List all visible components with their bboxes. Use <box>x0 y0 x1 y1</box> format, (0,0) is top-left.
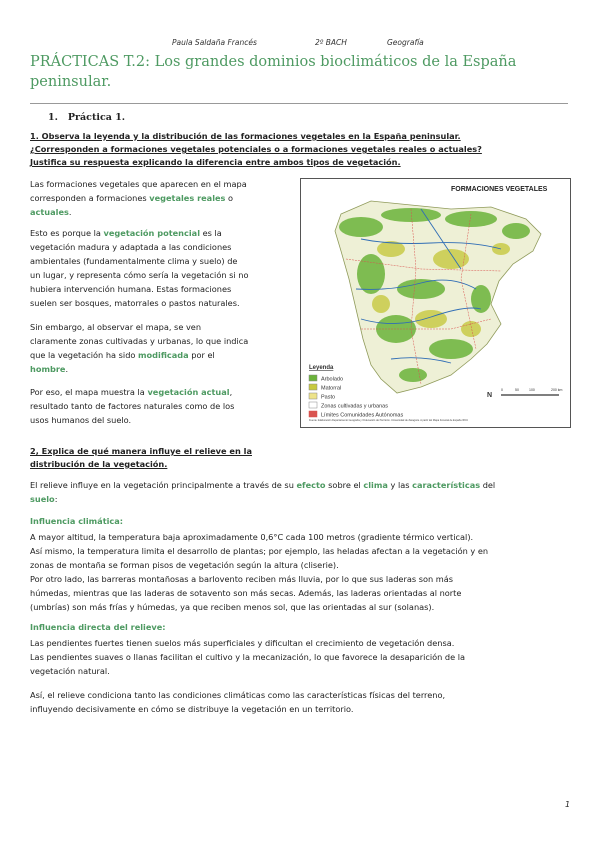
section-heading <box>48 112 125 123</box>
text-span: : <box>54 494 58 504</box>
answer-1-paragraph-2 <box>30 226 295 310</box>
legend-swatch <box>309 375 317 381</box>
answer-1-paragraph-1 <box>30 177 295 219</box>
text-line: A mayor altitud, la temperatura baja aproximadamente 0,6°C cada 100 metros (gradiente térmico vertical). <box>30 532 474 542</box>
text-span: que la vegetación ha sido <box>30 350 139 360</box>
page-number: 1 <box>565 800 571 809</box>
question-1 <box>30 130 482 169</box>
text-line: claramente zonas cultivadas y urbanas, lo que indica <box>30 336 249 346</box>
text-span: sobre el <box>325 480 364 490</box>
text-line: Así mismo, la temperatura limita el desarrollo de plantas; por ejemplo, las heladas afectan a la vegetación y en <box>30 546 489 556</box>
text-line <box>30 226 295 240</box>
text-line: Por otro lado, las barreras montañosas a barlovento reciben más lluvia, por lo que sus laderas son más <box>30 574 454 584</box>
question-1-line: Justifica su respuesta explicando la diferencia entre ambos tipos de vegetación. <box>30 157 401 167</box>
text-span: . <box>68 207 72 217</box>
text-line <box>30 205 295 219</box>
header-subject: Geografía <box>387 38 424 47</box>
scale-label: 0 <box>501 388 503 392</box>
text-line: un lugar, y representa cómo sería la vegetación si no <box>30 270 249 280</box>
text-line: Las pendientes suaves o llanas facilitan el cultivo y la mecanización, lo que favorece la desaparición de la <box>30 652 466 662</box>
text-line <box>30 191 295 205</box>
scale-label: 50 <box>515 388 519 392</box>
highlight-term: clima <box>363 480 388 490</box>
text-line <box>30 385 295 399</box>
section-number: 1. <box>48 112 58 123</box>
question-2-line: distribución de la vegetación. <box>30 459 168 469</box>
legend-swatch <box>309 402 317 408</box>
text-span: . <box>65 364 69 374</box>
text-span: y las <box>387 480 413 490</box>
legend-swatch <box>309 384 317 390</box>
text-span: es la <box>200 228 222 238</box>
page-title: PRÁCTICAS T.2: Los grandes dominios bioclimáticos de la España peninsular. <box>30 54 517 90</box>
section-label: Práctica 1. <box>67 112 126 123</box>
highlight-term: hombre <box>30 364 66 374</box>
text-span: Esto es porque la <box>30 228 104 238</box>
highlight-term: suelo <box>30 494 55 504</box>
question-2 <box>30 445 252 471</box>
highlight-term: vegetación potencial <box>103 228 200 238</box>
text-line: usos humanos del suelo. <box>30 415 132 425</box>
legend-swatch <box>309 393 317 399</box>
text-line: influyendo decisivamente en cómo se distribuye la vegetación en un territorio. <box>30 704 354 714</box>
scale-labels <box>501 388 563 392</box>
question-2-line: 2, Explica de qué manera influye el relieve en la <box>30 446 252 456</box>
direct-paragraph <box>30 636 578 678</box>
highlight-term: actuales <box>30 207 69 217</box>
highlight-term: vegetación actual <box>147 387 230 397</box>
text-span: El relieve influye en la vegetación principalmente a través de su <box>30 480 297 490</box>
map-title: FORMACIONES VEGETALES <box>451 186 548 193</box>
text-line <box>30 362 295 376</box>
text-line: Sin embargo, al observar el mapa, se ven <box>30 322 202 332</box>
answer-1-paragraph-4 <box>30 385 295 427</box>
text-line: suelen ser bosques, matorrales o pastos naturales. <box>30 298 240 308</box>
text-line: ambientales (fundamentalmente clima y suelo) de <box>30 256 238 266</box>
subheading-climate: Influencia climática: <box>30 516 124 526</box>
text-span: o <box>225 193 234 203</box>
text-line: zonas de montaña se forman pisos de vegetación según la altura (cliserie). <box>30 560 339 570</box>
subheading-direct: Influencia directa del relieve: <box>30 622 166 632</box>
text-line: Las formaciones vegetales que aparecen en el mapa <box>30 179 247 189</box>
scale-label: 100 <box>529 388 535 392</box>
text-span: Por eso, el mapa muestra la <box>30 387 148 397</box>
question-1-line: ¿Corresponden a formaciones vegetales potenciales o a formaciones vegetales reales o actuales? <box>30 144 482 154</box>
climate-paragraph <box>30 530 578 614</box>
legend-label: Límites Comunidades Autónomas <box>321 412 404 419</box>
highlight-term: características <box>412 480 481 490</box>
highlight-term: vegetales reales <box>149 193 226 203</box>
conclusion-paragraph <box>30 688 578 716</box>
text-line: hubiera intervención humana. Estas formaciones <box>30 284 232 294</box>
question-1-line: 1. Observa la leyenda y la distribución de las formaciones vegetales en la España peninsular. <box>30 131 461 141</box>
legend-title: Leyenda <box>309 365 334 371</box>
scale-label: 200 km <box>551 388 563 392</box>
text-span: por el <box>188 350 215 360</box>
answer-2-intro <box>30 478 575 506</box>
vegetation-map-figure <box>300 178 571 428</box>
legend-label: Matorral <box>321 385 342 392</box>
answer-1-paragraph-3 <box>30 320 295 376</box>
text-span: corresponden a formaciones <box>30 193 150 203</box>
header-course: 2º BACH <box>315 38 347 47</box>
text-line: (umbrías) son más frías y húmedas, ya que reciben menos sol, que las orientadas al sur (solanas). <box>30 602 435 612</box>
text-line: resultado tanto de factores naturales como de los <box>30 401 235 411</box>
text-span: , <box>229 387 233 397</box>
text-line: Las pendientes fuertes tienen suelos más superficiales y dificultan el crecimiento de vegetación densa. <box>30 638 455 648</box>
header-author: Paula Saldaña Francés <box>172 38 257 47</box>
legend-swatch <box>309 411 317 417</box>
highlight-term: modificada <box>138 350 189 360</box>
legend-label: Pasto <box>321 394 336 401</box>
text-line: húmedas, mientras que las laderas de sotavento son más secas. Además, las laderas orientadas al norte <box>30 588 462 598</box>
legend-label: Arbolado <box>321 376 344 383</box>
text-line: Así, el relieve condiciona tanto las condiciones climáticas como las características físicas del terreno, <box>30 690 446 700</box>
text-line <box>30 348 295 362</box>
map-source: Fuente: Elaboración Departamento Geografía y Ordenación del Territorio. Universidad de Zaragoza. A partir del Mapa Forestal de España IFN4 <box>309 419 468 422</box>
text-span: del <box>480 480 496 490</box>
north-arrow-icon: N <box>487 392 493 399</box>
text-line: vegetación natural. <box>30 666 110 676</box>
highlight-term: efecto <box>296 480 326 490</box>
legend-label: Zonas cultivadas y urbanas <box>321 403 388 410</box>
vegetation-map <box>301 179 570 427</box>
text-line: vegetación madura y adaptada a las condiciones <box>30 242 232 252</box>
title-divider <box>30 103 568 104</box>
